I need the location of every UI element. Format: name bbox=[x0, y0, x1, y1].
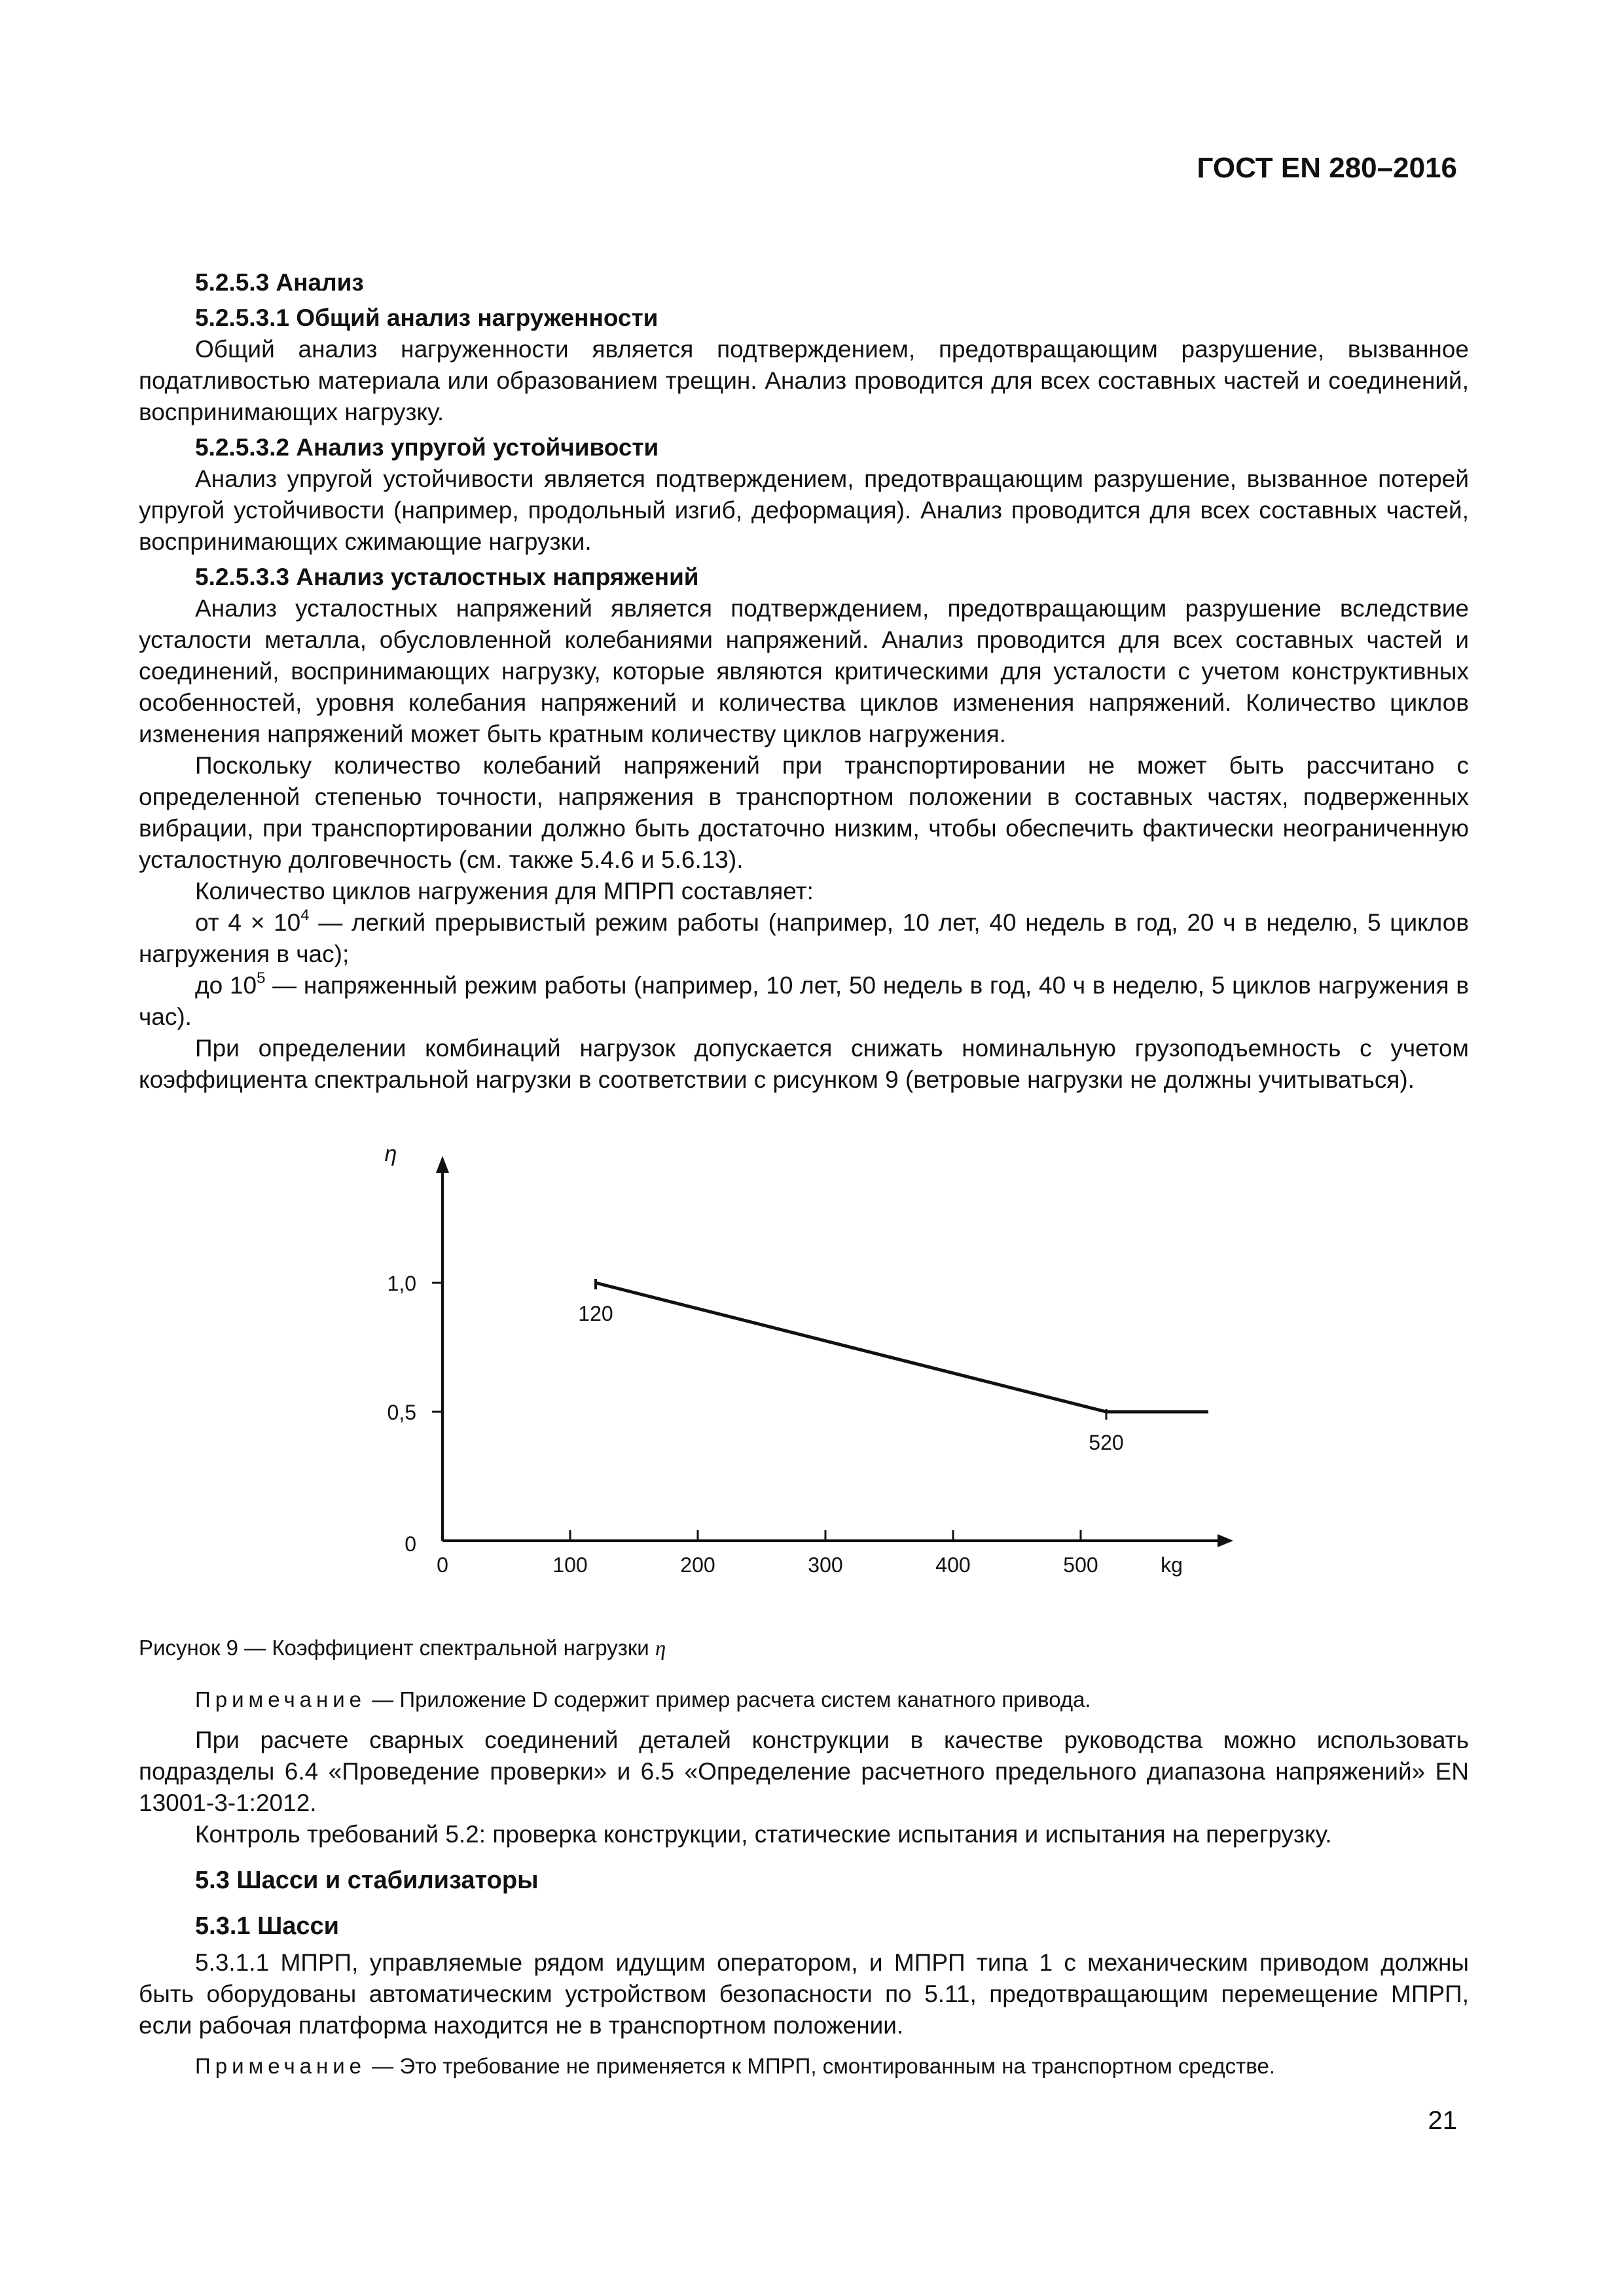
figure-caption bbox=[139, 1632, 1469, 1664]
chart-marks bbox=[578, 1279, 1208, 1454]
page-number: 21 bbox=[1428, 2106, 1457, 2135]
x-axis-label: kg bbox=[1161, 1553, 1183, 1577]
document-id: ГОСТ EN 280–2016 bbox=[1197, 152, 1457, 184]
y-tick-label: 0,5 bbox=[387, 1401, 416, 1424]
data-label: 520 bbox=[1089, 1431, 1124, 1454]
heading-5-2-5-3-1: 5.2.5.3.1 Общий анализ нагруженности bbox=[195, 304, 659, 331]
heading-5-2-5-3: 5.2.5.3 Анализ bbox=[195, 269, 364, 296]
note-rope-drive bbox=[139, 1684, 1469, 1715]
y-tick-label: 1,0 bbox=[387, 1272, 416, 1295]
paragraph-load-cycles: Количество циклов нагружения для МПРП составляет: bbox=[195, 878, 814, 905]
paragraph-fatigue-analysis: Анализ усталостных напряжений является подтверждением, предотвращающим разрушение вследствие усталости металла, обусловленной колебаниями напряжений. Анализ проводится для всех составных частей и соединений, воспринимающих нагрузку, которые являются критическими для усталости с учетом конструктивных особенностей, уровня колебания напряжений и количества циклов изменения напряжений. Количество циклов изменения напряжений может быть кратным количеству циклов нагружения. bbox=[139, 595, 1469, 747]
paragraph-control-5-2: Контроль требований 5.2: проверка конструкции, статические испытания и испытания на перегрузку. bbox=[195, 1821, 1332, 1848]
note-text: — Это требование не применяется к МПРП, смонтированным на транспортном средстве. bbox=[366, 2054, 1275, 2078]
y-axis-label: η bbox=[384, 1141, 397, 1166]
heading-5-3: 5.3 Шасси и стабилизаторы bbox=[195, 1867, 539, 1894]
note-text: — Приложение D содержит пример расчета систем канатного привода. bbox=[366, 1687, 1091, 1712]
x-tick-label: 200 bbox=[680, 1553, 715, 1577]
light-duty-exponent: 4 bbox=[300, 906, 310, 924]
paragraph-transport-stress: Поскольку количество колебаний напряжений при транспортировании не может быть рассчитано с определенной степенью точности, напряжения в транспортном положении в составных частях, подверженных вибрации, при транспортировании должно быть достаточно низким, чтобы обеспечить фактически неограниченную усталостную долговечность (см. также 5.4.6 и 5.6.13). bbox=[139, 752, 1469, 873]
note-label: Примечание bbox=[195, 2054, 367, 2078]
figure-caption-symbol: η bbox=[655, 1637, 666, 1660]
x-tick-label: 100 bbox=[552, 1553, 588, 1577]
paragraph-welded-joints: При расчете сварных соединений деталей конструкции в качестве руководства можно использовать подразделы 6.4 «Проведение проверки» и 6.5 «Определение расчетного предельного диапазона напряжений» EN 13001-3-1:2012. bbox=[139, 1727, 1469, 1816]
heavy-duty-text: — напряженный режим работы (например, 10 лет, 50 недель в год, 40 ч в неделю, 5 циклов нагружения в час). bbox=[139, 972, 1469, 1030]
paragraph-elastic-stability: Анализ упругой устойчивости является подтверждением, предотвращающим разрушение, вызванное потерей упругой устойчивости (например, продольный изгиб, деформация). Анализ проводится для всех составных частей, воспринимающих сжимающие нагрузки. bbox=[139, 465, 1469, 555]
heading-5-3-1: 5.3.1 Шасси bbox=[195, 1912, 340, 1940]
x-tick-label: 300 bbox=[808, 1553, 843, 1577]
x-axis-arrow bbox=[1218, 1534, 1233, 1547]
paragraph-load-combination: При определении комбинаций нагрузок допускается снижать номинальную грузоподъемность с учетом коэффициента спектральной нагрузки в соответствии с рисунком 9 (ветровые нагрузки не должны учитываться). bbox=[139, 1035, 1469, 1093]
x-tick-label: 0 bbox=[437, 1553, 448, 1577]
paragraph-5-3-1-1: 5.3.1.1 МПРП, управляемые рядом идущим оператором, и МПРП типа 1 с механическим приводом должны быть оборудованы автоматическим устройством безопасности по 5.11, предотвращающим перемещение МПРП, если рабочая платформа находится не в транспортном положении. bbox=[139, 1949, 1469, 2039]
figure-9 bbox=[139, 1122, 1469, 1632]
heading-5-2-5-3-3: 5.2.5.3.3 Анализ усталостных напряжений bbox=[195, 564, 699, 590]
x-tick-label: 400 bbox=[935, 1553, 971, 1577]
chart-axes bbox=[385, 1141, 1233, 1577]
note-label: Примечание bbox=[195, 1687, 367, 1712]
heavy-duty-exponent: 5 bbox=[257, 969, 266, 987]
figure-caption-text: Рисунок 9 — Коэффициент спектральной нагрузки bbox=[139, 1636, 655, 1660]
heading-5-2-5-3-2: 5.2.5.3.2 Анализ упругой устойчивости bbox=[195, 434, 659, 461]
x-tick-label: 500 bbox=[1063, 1553, 1098, 1577]
y-axis-arrow bbox=[436, 1156, 449, 1173]
y-tick-label: 0 bbox=[405, 1532, 416, 1556]
light-duty-text: — легкий прерывистый режим работы (например, 10 лет, 40 недель в год, 20 ч в неделю, 5 циклов нагружения в час); bbox=[139, 909, 1470, 967]
paragraph-heavy-duty bbox=[139, 970, 1469, 1033]
spectrum-factor-chart bbox=[139, 1122, 1469, 1632]
data-label: 120 bbox=[578, 1302, 613, 1325]
note-vehicle-mounted bbox=[139, 2051, 1469, 2082]
paragraph-general-analysis: Общий анализ нагруженности является подтверждением, предотвращающим разрушение, вызванное податливостью материала или образованием трещин. Анализ проводится для всех составных частей и соединений, воспринимающих нагрузку. bbox=[139, 336, 1469, 425]
heavy-duty-prefix: до 10 bbox=[195, 972, 257, 999]
page-content bbox=[139, 263, 1469, 2091]
light-duty-prefix: от 4 × 10 bbox=[195, 909, 301, 936]
series-line bbox=[596, 1283, 1208, 1412]
paragraph-light-duty bbox=[139, 907, 1469, 970]
